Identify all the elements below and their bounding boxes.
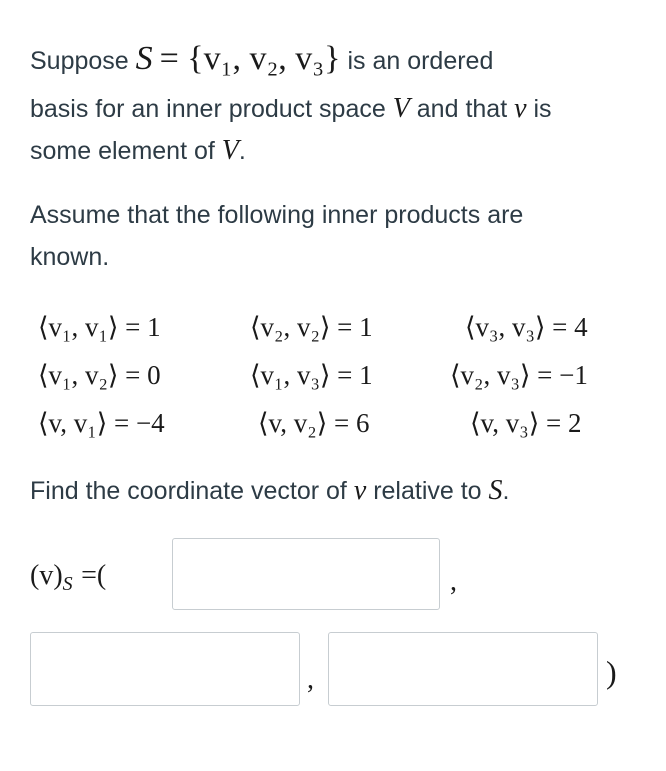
find-end: . [502,477,510,505]
answer-vector-label: (v) [30,560,63,591]
comma-1: , [450,566,457,597]
intro-line-2-mid: and that [416,95,508,123]
inner-product: ⟨v, v₃⟩ = 2 [470,408,582,438]
find-mid: relative to [373,477,482,505]
coordinate-input-3[interactable] [328,632,598,706]
intro-suffix: is an ordered [347,47,494,75]
space-symbol: V [392,93,410,124]
intro-line-2-suffix: is [533,95,552,123]
intro-line-2-text: basis for an inner product space [30,95,386,123]
comma-2: , [307,664,314,695]
answer-close: ) [606,654,617,690]
set-symbol: S [135,40,153,77]
inner-product: ⟨v, v₂⟩ = 6 [258,408,370,438]
inner-product: ⟨v₃, v₃⟩ = 4 [465,312,588,342]
assume-line-1: Assume that the following inner products are [30,201,524,229]
answer-subscript: S [62,573,73,595]
answer-open: =( [81,560,107,591]
set-symbol-2: S [488,475,503,506]
intro-line-1 [30,40,494,77]
intro-line-3-end: . [238,137,246,165]
find-line [30,476,510,506]
assume-line-2: known. [30,243,110,271]
inner-product: ⟨v, v₁⟩ = −4 [38,408,165,438]
intro-line-3 [30,136,246,166]
coordinate-input-1[interactable] [172,538,440,610]
vector-symbol-2: v [353,475,367,506]
inner-product: ⟨v₁, v₂⟩ = 0 [38,360,161,390]
inner-product: ⟨v₂, v₃⟩ = −1 [450,360,588,390]
answer-label [30,560,107,595]
inner-product: ⟨v₁, v₁⟩ = 1 [38,312,161,342]
set-expression: = {v₁, v₂, v₃} [159,40,341,77]
find-prefix: Find the coordinate vector of [30,477,347,505]
coordinate-input-2[interactable] [30,632,300,706]
intro-line-2 [30,94,552,124]
intro-prefix: Suppose [30,47,129,75]
space-symbol-2: V [221,135,239,166]
inner-product: ⟨v₁, v₃⟩ = 1 [250,360,373,390]
vector-symbol: v [514,93,527,124]
inner-product: ⟨v₂, v₂⟩ = 1 [250,312,373,342]
intro-line-3-text: some element of [30,137,215,165]
